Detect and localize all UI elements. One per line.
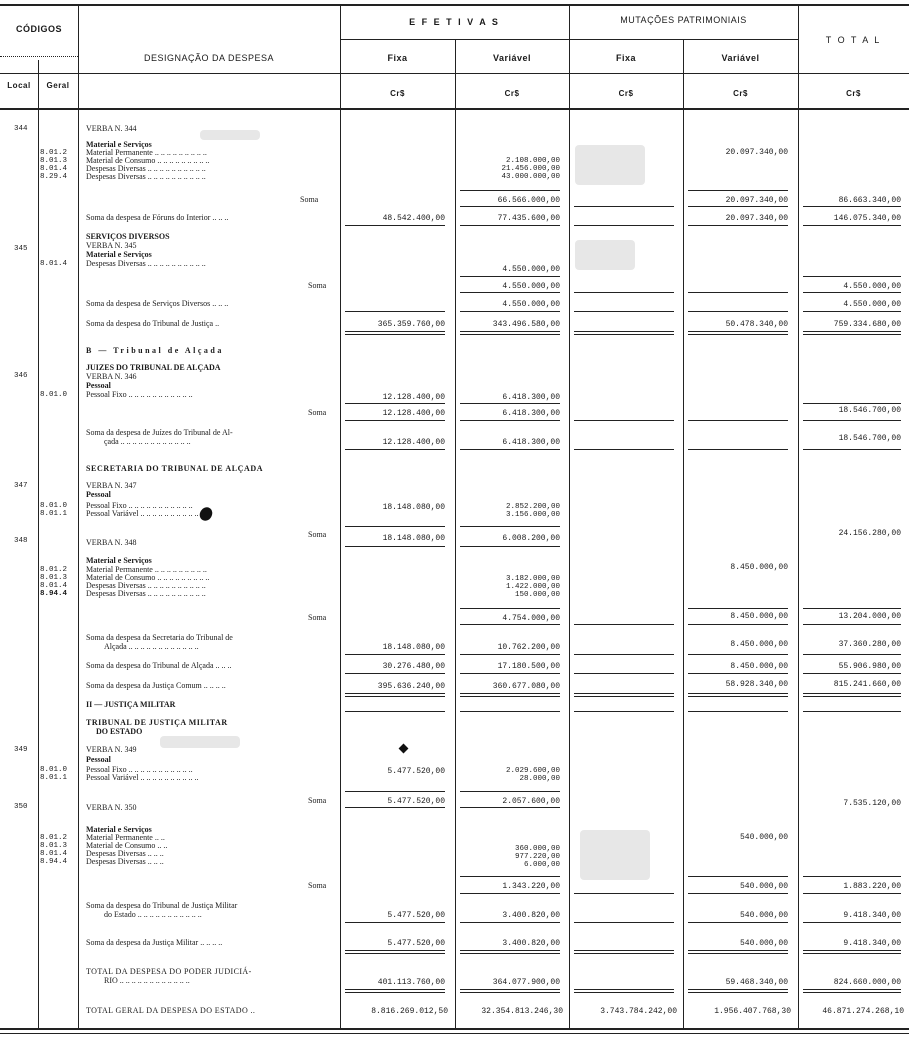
ssec-var: 10.762.200,00: [497, 643, 560, 652]
value: 21.456.000,00: [501, 165, 560, 173]
item: Material de Consumo .. .. .. .. .. .. .. .. ..: [86, 573, 210, 582]
header-efetivas: E F E T I V A S: [409, 17, 500, 27]
tpj-label-line2: RIO .. .. .. .. .. .. .. .. .. .. .. ..: [104, 976, 190, 985]
scan-smudge: [575, 145, 645, 185]
tpj-var: 364.077.900,00: [492, 978, 560, 987]
code: 8.01.2: [40, 149, 68, 157]
code: 8.01.0: [40, 766, 68, 774]
local-code-349: 349: [14, 746, 28, 754]
soma6-total: 7.535.120,00: [843, 799, 901, 808]
soma5-mut-var: 8.450.000,00: [730, 612, 788, 621]
stjm-mut-var: 540.000,00: [739, 911, 788, 920]
code: 8.94.4: [40, 590, 68, 598]
servicos-diversos-heading: SERVIÇOS DIVERSOS: [86, 232, 170, 241]
local-code-348: 348: [14, 537, 28, 545]
soma1-total: 86.663.340,00: [838, 196, 901, 205]
stj-mut-var: 50.478.340,00: [725, 320, 788, 329]
value: 3.182.000,00: [505, 575, 560, 583]
soma7-total: 1.883.220,00: [843, 882, 901, 891]
value: 1.422.000,00: [505, 583, 560, 591]
tge-mut-fixa: 3.743.784.242,00: [600, 1007, 677, 1016]
sjc-label: Soma da despesa da Justiça Comum .. .. .. ..: [86, 681, 226, 690]
header-currency-5: Cr$: [846, 89, 861, 98]
tge-total: 46.871.274.268,10: [822, 1007, 904, 1016]
tge-mut-var: 1.956.407.768,30: [714, 1007, 791, 1016]
tge-fixa: 8.816.269.012,50: [371, 1007, 448, 1016]
local-code-344: 344: [14, 125, 28, 133]
p3-fixa: 5.477.520,00: [387, 767, 445, 776]
item: Despesas Diversas .. .. .. .. .. .. .. .. .. ..: [86, 172, 206, 181]
soma3-total: 18.546.700,00: [838, 406, 901, 415]
header-codigos: CÓDIGOS: [15, 24, 62, 34]
soma4-label: Soma: [308, 530, 327, 539]
ms2-var: 4.550.000,00: [502, 265, 560, 274]
p1-var: 6.418.300,00: [502, 393, 560, 402]
header-total: T O T A L: [825, 35, 882, 45]
soma3-var: 6.418.300,00: [502, 409, 560, 418]
soma2-var: 4.550.000,00: [502, 282, 560, 291]
value: 977.220,00: [514, 853, 560, 861]
value: 2.029.600,00: [505, 767, 560, 775]
header-mutacoes-fixa: Fixa: [615, 53, 636, 63]
code: 8.01.4: [40, 582, 68, 590]
code: 8.01.4: [40, 165, 68, 173]
item: Material de Consumo .. .. .. .. .. .. .. .. ..: [86, 156, 210, 165]
soma1-var: 66.566.000,00: [497, 196, 560, 205]
ink-blot: [197, 505, 214, 523]
item: Despesas Diversas .. .. ..: [86, 849, 164, 858]
pessoal3-label: Pessoal: [86, 755, 111, 764]
item: Despesas Diversas .. .. ..: [86, 857, 164, 866]
verba-344: VERBA N. 344: [86, 124, 137, 133]
stjm-fixa: 5.477.520,00: [387, 911, 445, 920]
soma4-var: 6.008.200,00: [502, 534, 560, 543]
code: 8.01.2: [40, 834, 68, 842]
local-code-346: 346: [14, 372, 28, 380]
soma2-total: 4.550.000,00: [843, 282, 901, 291]
sta-mut-var: 8.450.000,00: [730, 662, 788, 671]
soma7-var: 1.343.220,00: [502, 882, 560, 891]
header-designacao: DESIGNAÇÃO DA DESPESA: [143, 53, 275, 63]
secretaria-heading: SECRETARIA DO TRIBUNAL DE ALÇADA: [86, 464, 264, 473]
soma6-var: 2.057.600,00: [502, 797, 560, 806]
header-currency-1: Cr$: [390, 89, 405, 98]
header-currency-3: Cr$: [618, 89, 634, 98]
soma7-mut-var: 540.000,00: [739, 882, 788, 891]
verba-347: VERBA N. 347: [86, 481, 137, 490]
code: 8.01.1: [40, 510, 68, 518]
item: Despesas Diversas .. .. .. .. .. .. .. .. .. ..: [86, 581, 206, 590]
verba-346: VERBA N. 346: [86, 372, 137, 381]
value: 43.000.000,00: [501, 173, 560, 181]
soma6-label: Soma: [308, 796, 327, 805]
sta-var: 17.180.500,00: [497, 662, 560, 671]
stjm-label-line2: do Estado .. .. .. .. .. .. .. .. .. .. ..: [104, 910, 202, 919]
code: 8.01.2: [40, 566, 68, 574]
sja-label-line1: Soma da despesa de Juízes do Tribunal de Al-: [86, 428, 233, 437]
item: Material Permanente .. .. .. .. .. .. .. .. ..: [86, 148, 207, 157]
local-code-350: 350: [14, 803, 28, 811]
soma5-label: Soma: [308, 613, 327, 622]
sta-total: 55.906.980,00: [838, 662, 901, 671]
soma1-mut-var: 20.097.340,00: [725, 196, 788, 205]
ms1-mut-var: 20.097.340,00: [725, 148, 788, 157]
code: 8.01.0: [40, 502, 68, 510]
p1-item: Pessoal Fixo .. .. .. .. .. .. .. .. .. .. ..: [86, 390, 193, 399]
stj-var: 343.496.580,00: [492, 320, 560, 329]
code: 8.01.1: [40, 774, 68, 782]
item: Pessoal Variável .. .. .. .. .. .. .. .. .. ..: [86, 509, 199, 518]
sja-var: 6.418.300,00: [502, 438, 560, 447]
ssd-total: 4.550.000,00: [843, 300, 901, 309]
sjm-fixa: 5.477.520,00: [387, 939, 445, 948]
value: 6.000,00: [523, 861, 560, 869]
tjm-heading-line1: TRIBUNAL DE JUSTIÇA MILITAR: [86, 718, 228, 727]
soma6-fixa: 5.477.520,00: [387, 797, 445, 806]
header-geral: Geral: [46, 81, 70, 90]
value: 360.000,00: [514, 845, 560, 853]
ssec-fixa: 18.148.080,00: [382, 643, 445, 652]
item: Pessoal Fixo .. .. .. .. .. .. .. .. .. .. ..: [86, 501, 193, 510]
verba-348: VERBA N. 348: [86, 538, 137, 547]
verba-350: VERBA N. 350: [86, 803, 137, 812]
value: 2.852.200,00: [505, 503, 560, 511]
ms1-label: Material e Serviços: [86, 140, 152, 149]
ms4-label: Material e Serviços: [86, 825, 152, 834]
tpj-total: 824.660.000,00: [833, 978, 901, 987]
soma4-total: 24.156.280,00: [838, 529, 901, 538]
scan-smudge: [160, 736, 240, 748]
ms2-item: Despesas Diversas .. .. .. .. .. .. .. .. .. ..: [86, 259, 206, 268]
ssec-total: 37.360.280,00: [838, 640, 901, 649]
pessoal2-label: Pessoal: [86, 490, 111, 499]
sjm-total: 9.418.340,00: [843, 939, 901, 948]
ink-dot: [399, 744, 409, 754]
sja-label-line2: çada .. .. .. .. .. .. .. .. .. .. .. ..: [104, 437, 191, 446]
soma3-fixa: 12.128.400,00: [382, 409, 445, 418]
tge-label: TOTAL GERAL DA DESPESA DO ESTADO ..: [86, 1006, 256, 1015]
verba-349: VERBA N. 349: [86, 745, 137, 754]
code: 8.01.3: [40, 157, 68, 165]
soma2-label: Soma: [308, 281, 327, 290]
code: 8.94.4: [40, 858, 68, 866]
tpj-fixa: 401.113.760,00: [377, 978, 445, 987]
ssec-label-line2: Alçada .. .. .. .. .. .. .. .. .. .. .. ..: [104, 642, 199, 651]
item: Despesas Diversas .. .. .. .. .. .. .. .. .. ..: [86, 164, 206, 173]
ms4-mut-var: 540.000,00: [739, 833, 788, 842]
value: 2.108.000,00: [505, 157, 560, 165]
sja-fixa: 12.128.400,00: [382, 438, 445, 447]
ssec-label-line1: Soma da despesa da Secretaria do Tribunal de: [86, 633, 233, 642]
local-code-345: 345: [14, 245, 28, 253]
sjc-mut-var: 58.928.340,00: [725, 680, 788, 689]
verba-345: VERBA N. 345: [86, 241, 137, 250]
tribunal-alcada-heading: B — Tribunal de Alçada: [86, 346, 224, 355]
sdf-total: 146.075.340,00: [833, 214, 901, 223]
code: 8.29.4: [40, 173, 68, 181]
value: 3.156.000,00: [505, 511, 560, 519]
code: 8.01.3: [40, 574, 68, 582]
sdf-mut-var: 20.097.340,00: [725, 214, 788, 223]
item: Pessoal Fixo .. .. .. .. .. .. .. .. .. .. ..: [86, 765, 193, 774]
soma3-label: Soma: [308, 408, 327, 417]
header-efetivas-variavel: Variável: [492, 53, 532, 63]
sjc-var: 360.677.080,00: [492, 682, 560, 691]
sja-total: 18.546.700,00: [838, 434, 901, 443]
header-mutacoes-variavel: Variável: [721, 53, 760, 63]
value: 28.000,00: [519, 775, 560, 783]
item: Material Permanente .. ..: [86, 833, 165, 842]
scan-smudge: [575, 240, 635, 270]
item: Material Permanente .. .. .. .. .. .. .. .. ..: [86, 565, 207, 574]
item: Despesas Diversas .. .. .. .. .. .. .. .. .. ..: [86, 589, 206, 598]
ssd-label: Soma da despesa de Serviços Diversos .. .. ..: [86, 299, 229, 308]
scan-smudge: [580, 830, 650, 880]
sjc-total: 815.241.660,00: [833, 680, 901, 689]
sjm-label: Soma da despesa da Justiça Militar .. .. .. ..: [86, 938, 223, 947]
tpj-label-line1: TOTAL DA DESPESA DO PODER JUDICIÁ-: [86, 967, 252, 976]
sta-label: Soma da despesa do Tribunal de Alçada .. .. ..: [86, 661, 232, 670]
ssd-var: 4.550.000,00: [502, 300, 560, 309]
value: 150.000,00: [514, 591, 560, 599]
stj-total: 759.334.680,00: [833, 320, 901, 329]
soma7-label: Soma: [308, 881, 327, 890]
sdf-label: Soma da despesa de Fóruns do Interior .. .. ..: [86, 213, 229, 222]
header-currency-2: Cr$: [504, 89, 520, 98]
ms3-mut-var: 8.450.000,00: [730, 563, 788, 572]
sjm-var: 3.400.820,00: [502, 939, 560, 948]
juizes-heading: JUIZES DO TRIBUNAL DE ALÇADA: [86, 363, 221, 372]
ssec-mut-var: 8.450.000,00: [730, 640, 788, 649]
tpj-mut-var: 59.468.340,00: [725, 978, 788, 987]
sjc-fixa: 395.636.240,00: [377, 682, 445, 691]
p1-code: 8.01.0: [40, 391, 68, 399]
sdf-fixa: 48.542.400,00: [382, 214, 445, 223]
tge-var: 32.354.813.246,30: [481, 1007, 563, 1016]
stj-label: Soma da despesa do Tribunal de Justiça ..: [86, 319, 220, 328]
tjm-heading-line2: DO ESTADO: [96, 727, 143, 736]
stjm-var: 3.400.820,00: [502, 911, 560, 920]
scan-smudge: [200, 130, 260, 140]
p1-fixa: 12.128.400,00: [382, 393, 445, 402]
soma4-fixa: 18.148.080,00: [382, 534, 445, 543]
header-currency-4: Cr$: [733, 89, 748, 98]
stjm-label-line1: Soma da despesa do Tribunal de Justiça Militar: [86, 901, 238, 910]
stjm-total: 9.418.340,00: [843, 911, 901, 920]
header-local: Local: [7, 81, 31, 90]
ms3-label: Material e Serviços: [86, 556, 152, 565]
p2-fixa: 18.148.080,00: [382, 503, 445, 512]
pessoal1-label: Pessoal: [86, 381, 111, 390]
sjm-mut-var: 540.000,00: [739, 939, 788, 948]
soma5-var: 4.754.000,00: [502, 614, 560, 623]
local-code-347: 347: [14, 482, 28, 490]
ms2-label: Material e Serviços: [86, 250, 152, 259]
soma5-total: 13.204.000,00: [838, 612, 901, 621]
header-mutacoes: MUTAÇÕES PATRIMONIAIS: [620, 15, 747, 25]
soma1-label: Soma: [300, 195, 319, 204]
code: 8.01.3: [40, 842, 68, 850]
header-efetivas-fixa: Fixa: [387, 53, 408, 63]
stj-fixa: 365.359.760,00: [377, 320, 445, 329]
sta-fixa: 30.276.480,00: [382, 662, 445, 671]
item: Material de Consumo .. ..: [86, 841, 168, 850]
justica-militar-heading: II — JUSTIÇA MILITAR: [86, 700, 176, 709]
item: Pessoal Variável .. .. .. .. .. .. .. .. .. ..: [86, 773, 199, 782]
sdf-var: 77.435.600,00: [497, 214, 560, 223]
code: 8.01.4: [40, 850, 68, 858]
ms2-code: 8.01.4: [40, 260, 68, 268]
